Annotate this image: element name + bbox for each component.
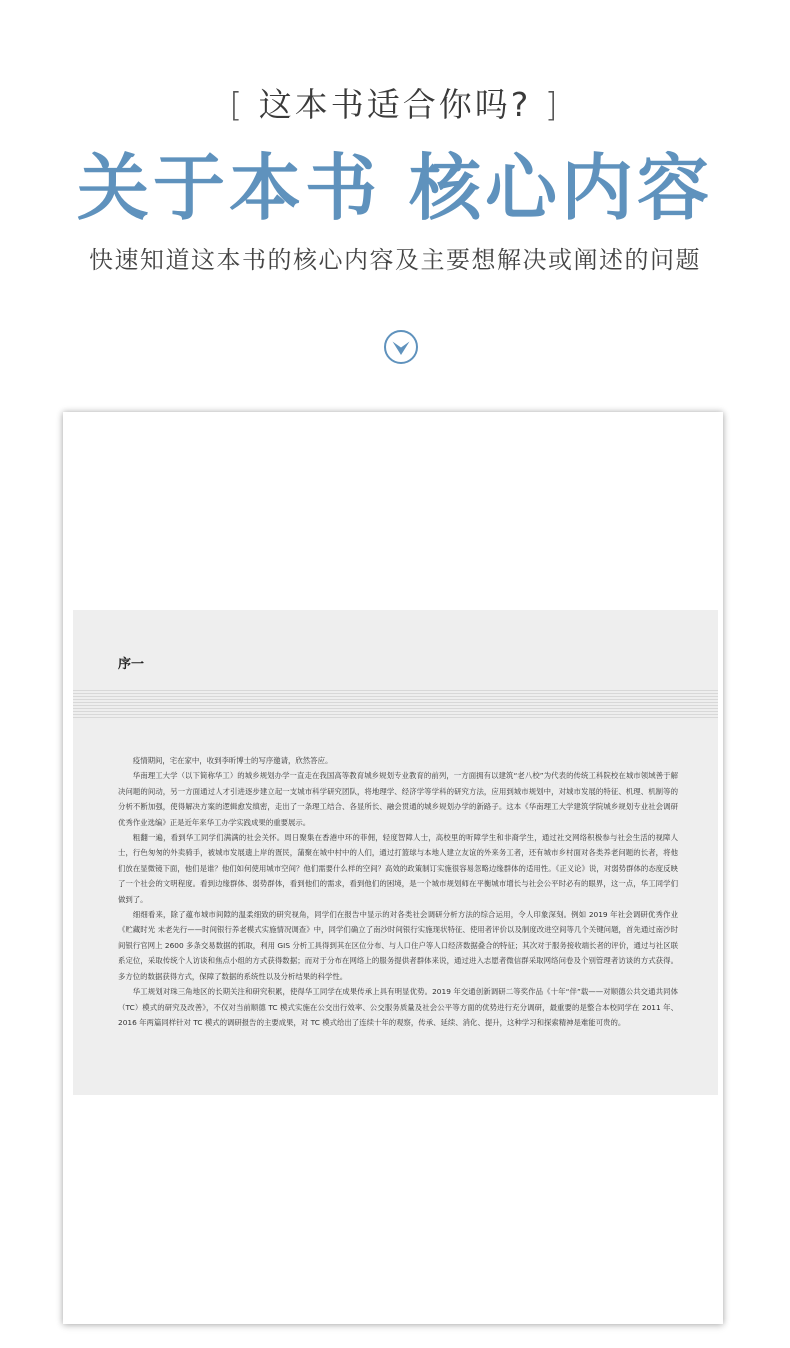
subtitle: 快速知道这本书的核心内容及主要想解决或阐述的问题 xyxy=(89,246,701,274)
chevron-down-circle-icon xyxy=(383,329,419,365)
book-page-preview xyxy=(63,412,723,1324)
decorative-rules xyxy=(73,690,718,720)
main-title-part2: 核心内容 xyxy=(409,145,714,230)
paragraph: 细细看来，除了蕴布城市间隙的温柔细致的研究视角，同学们在报告中显示的对各类社会调研分析方法的综合运用，令人印象深刻。例如 2019 年社会调研优秀作业《贮藏时光 未老先行——时间银行养老模式实施情况调查》中，同学们确立了南沙时间银行实施现状特征、使用者评价以及制度改进空间等几个关键问题，首先通过南沙时间银行官网上 2600 多条交易数据的抓取，利用 GIS 分析工具得到其在区位分布、与人口住户等人口经济数据叠合的特征；其次对于服务接收端长者的评价，通过与社区联系定位，采取传统个人访谈和焦点小组的方式获得数据；而对于分布在网络上的服务提供者群体来说，通过进入志愿者微信群采取网络问卷及个别管理者访谈的方式获得。多方位的数据获得方式，保障了数据的系统性以及分析结果的科学性。 xyxy=(118,910,678,981)
preface-body xyxy=(118,753,678,1030)
main-title-part1: 关于本书 xyxy=(76,145,381,230)
paragraph: 疫情期间，宅在家中，收到李昕博士的写序邀请，欣然答应。 xyxy=(132,756,333,765)
paragraph: 粗翻一遍，看到华工同学们满满的社会关怀。周日聚集在香港中环的菲佣，轻度智障人士，高校里的听障学生和非裔学生，通过社交网络积极参与社会生活的视障人士，行色匆匆的外卖骑手，被城市发展遗上岸的疍民，蒲聚在城中村中的人们，通过打篮球与本地人建立友谊的外来务工者，还有城市乡村面对各类养老问题的长者，将他们放在显微镜下面，他们是谁？他们如何使用城市空间？他们需要什么样的空间？高效的政策制订实施很容易忽略边缘群体的适用性。《正义论》说，对弱势群体的态度反映了一个社会的文明程度。看到边缘群体、弱势群体，看到他们的需求，看到他们的困境，是一个城市规划师在平衡城市增长与社会公平时必有的眼界，这一点，华工同学们做到了。 xyxy=(118,833,678,904)
paragraph: 华工规划对珠三角地区的长期关注和研究积累，使得华工同学在成果传承上具有明显优势。2019 年交通创新调研二等奖作品《十年“伴”载——对顺德公共交通共同体（TC）模式的研究及改善》，不仅对当前顺德 TC 模式实施在公交出行效率、公交服务质量及社会公平等方面的优势进行充分调研，最重要的是整合本校同学在 2011 年、2016 年两篇同样针对 TC 模式的调研报告的主要成果，对 TC 模式给出了连续十年的观察，传承、延续、消化、提升，这种学习和探索精神是难能可贵的。 xyxy=(118,987,678,1027)
paragraph: 华南理工大学（以下简称华工）的城乡规划办学一直走在我国高等教育城乡规划专业教育的前列，一方面拥有以建筑“老八校”为代表的传统工科院校在城市领域善于解决问题的间动，另一方面通过人才引进逐步建立起一支城市科学研究团队，将地理学、经济学等学科的研究方法，应用到城市规划中，对城市发展的特征、机理、机制等的分析不断加强，使得解决方案的逻辑愈发缜密，走出了一条理工结合、各显所长、融会贯通的城乡规划办学的新路子。这本《华南理工大学建筑学院城乡规划专业社会调研优秀作业选编》正是近年来华工办学实践成果的重要展示。 xyxy=(118,771,678,827)
bracket-right: ] xyxy=(544,85,561,124)
question-text: 这本书适合你吗? xyxy=(258,85,532,124)
section-title: 序一 xyxy=(118,657,145,672)
intro-header xyxy=(0,0,790,400)
preface-panel xyxy=(73,610,718,1095)
main-title xyxy=(0,140,790,236)
bracket-left: [ xyxy=(229,85,246,124)
question-heading xyxy=(0,80,790,130)
